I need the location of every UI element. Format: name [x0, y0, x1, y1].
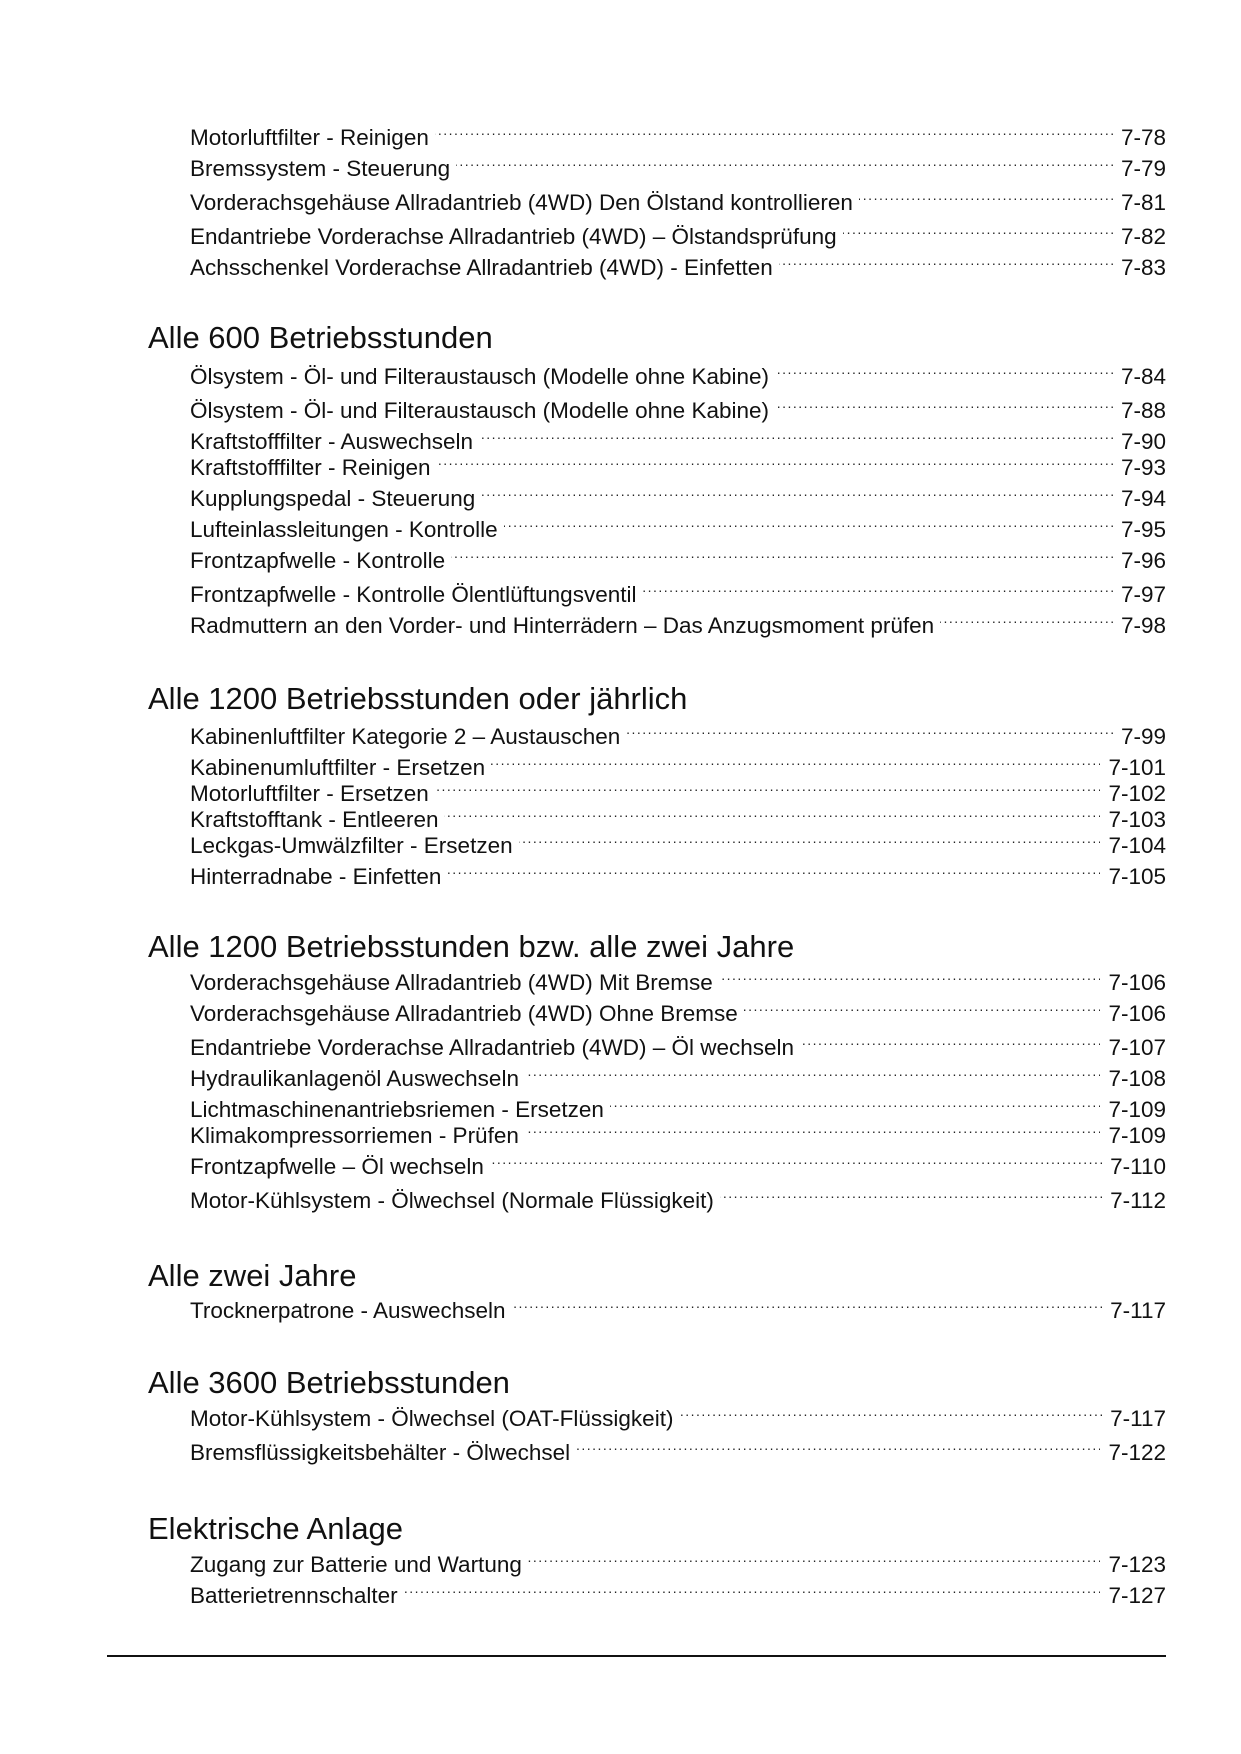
toc-entry-title: Endantriebe Vorderachse Allradantrieb (4WD) – Öl wechseln — [190, 1035, 795, 1060]
toc-entry-page-number: 7-104 — [1108, 833, 1166, 858]
toc-entry-title: Endantriebe Vorderachse Allradantrieb (4WD) – Ölstandsprüfung — [190, 224, 837, 249]
toc-entry-page-number: 7-78 — [1120, 125, 1166, 150]
toc-entry-title: Batterietrennschalter — [190, 1583, 398, 1608]
toc-entry[interactable] — [190, 1056, 1166, 1091]
toc-entry-page-number: 7-94 — [1120, 486, 1166, 511]
toc-entry-page-number: 7-82 — [1120, 224, 1166, 249]
toc-entry-title: Frontzapfwelle - Kontrolle — [190, 548, 446, 573]
toc-entry-page-number: 7-98 — [1120, 613, 1166, 638]
toc-entry-title: Lufteinlassleitungen - Kontrolle — [190, 517, 498, 542]
bottom-rule — [107, 1655, 1166, 1657]
toc-entry[interactable] — [190, 603, 1166, 638]
toc-entry-title: Ölsystem - Öl- und Filteraustausch (Modelle ohne Kabine) — [190, 364, 770, 389]
toc-entry[interactable] — [190, 714, 1166, 749]
toc-entry-page-number: 7-127 — [1108, 1583, 1166, 1608]
dot-leader — [525, 1056, 1101, 1086]
toc-entry-title: Kraftstofffilter - Auswechseln — [190, 429, 474, 454]
toc-entry-title: Vorderachsgehäuse Allradantrieb (4WD) Mit Bremse — [190, 970, 713, 995]
toc-entry[interactable] — [190, 115, 1166, 150]
toc-entry-page-number: 7-107 — [1108, 1035, 1166, 1060]
toc-entry-page-number: 7-93 — [1120, 455, 1166, 480]
toc-entry[interactable] — [190, 1144, 1166, 1179]
dot-leader — [626, 714, 1113, 744]
toc-entry-title: Hinterradnabe - Einfetten — [190, 864, 442, 889]
section-heading: Alle 600 Betriebsstunden — [148, 320, 493, 355]
toc-entry[interactable] — [190, 1396, 1166, 1431]
toc-entry-page-number: 7-97 — [1120, 582, 1166, 607]
dot-leader — [525, 1113, 1101, 1143]
toc-entry[interactable] — [190, 1542, 1166, 1577]
toc-entry-title: Ölsystem - Öl- und Filteraustausch (Modelle ohne Kabine) — [190, 398, 770, 423]
toc-entry-page-number: 7-79 — [1120, 156, 1166, 181]
toc-entry-title: Motor-Kühlsystem - Ölwechsel (OAT-Flüssigkeit) — [190, 1406, 674, 1431]
toc-entry-page-number: 7-110 — [1110, 1154, 1166, 1179]
toc-entry-title: Motorluftfilter - Reinigen — [190, 125, 429, 150]
toc-entry-title: Achsschenkel Vorderachse Allradantrieb (4WD) - Einfetten — [190, 255, 773, 280]
dot-leader — [437, 445, 1113, 475]
toc-entry-title: Vorderachsgehäuse Allradantrieb (4WD) Ohne Bremse — [190, 1001, 738, 1026]
toc-entry[interactable] — [190, 572, 1166, 607]
dot-leader — [456, 146, 1113, 176]
dot-leader — [528, 1542, 1101, 1572]
toc-entry-page-number: 7-105 — [1108, 864, 1166, 889]
toc-entry-title: Kraftstofftank - Entleeren — [190, 807, 439, 832]
dot-leader — [512, 1288, 1103, 1318]
dot-leader — [859, 180, 1113, 210]
toc-entry-title: Kraftstofffilter - Reinigen — [190, 455, 431, 480]
toc-entry-title: Radmuttern an den Vorder- und Hinterrädern – Das Anzugsmoment prüfen — [190, 613, 935, 638]
dot-leader — [642, 572, 1112, 602]
toc-entry-page-number: 7-122 — [1108, 1440, 1166, 1465]
dot-leader — [779, 245, 1113, 275]
toc-entry[interactable] — [190, 538, 1166, 573]
toc-entry[interactable] — [190, 854, 1166, 889]
dot-leader — [720, 1178, 1102, 1208]
toc-entry[interactable] — [190, 1025, 1166, 1060]
toc-entry[interactable] — [190, 991, 1166, 1026]
toc-entry-page-number: 7-90 — [1120, 429, 1166, 454]
toc-entry-title: Kupplungspedal - Steuerung — [190, 486, 476, 511]
toc-entry-page-number: 7-88 — [1120, 398, 1166, 423]
toc-entry-title: Lichtmaschinenantriebsriemen - Ersetzen — [190, 1097, 604, 1122]
dot-leader — [775, 354, 1113, 384]
toc-entry[interactable] — [190, 1430, 1166, 1465]
toc-entry-page-number: 7-109 — [1108, 1097, 1166, 1122]
toc-entry-page-number: 7-123 — [1108, 1552, 1166, 1577]
toc-entry-title: Vorderachsgehäuse Allradantrieb (4WD) Den Ölstand kontrollieren — [190, 190, 853, 215]
toc-entry-title: Klimakompressorriemen - Prüfen — [190, 1123, 519, 1148]
dot-leader — [447, 854, 1100, 884]
toc-entry-page-number: 7-112 — [1110, 1188, 1166, 1213]
toc-entry-page-number: 7-102 — [1108, 781, 1166, 806]
toc-entry[interactable] — [190, 823, 1166, 858]
toc-entry[interactable] — [190, 445, 1166, 480]
toc-entry-title: Zugang zur Batterie und Wartung — [190, 1552, 522, 1577]
toc-entry-title: Hydraulikanlagenöl Auswechseln — [190, 1066, 519, 1091]
toc-entry[interactable] — [190, 1113, 1166, 1148]
toc-entry-page-number: 7-81 — [1120, 190, 1166, 215]
dot-leader — [576, 1430, 1100, 1460]
toc-entry[interactable] — [190, 146, 1166, 181]
toc-entry-title: Frontzapfwelle – Öl wechseln — [190, 1154, 484, 1179]
dot-leader — [504, 507, 1113, 537]
toc-entry-page-number: 7-101 — [1108, 755, 1166, 780]
toc-entry-title: Frontzapfwelle - Kontrolle Ölentlüftungsventil — [190, 582, 637, 607]
toc-entry[interactable] — [190, 180, 1166, 215]
toc-entry[interactable] — [190, 507, 1166, 542]
toc-entry-title: Leckgas-Umwälzfilter - Ersetzen — [190, 833, 513, 858]
toc-entry-title: Motor-Kühlsystem - Ölwechsel (Normale Flüssigkeit) — [190, 1188, 714, 1213]
toc-entry-page-number: 7-109 — [1108, 1123, 1166, 1148]
dot-leader — [481, 476, 1113, 506]
dot-leader — [940, 603, 1113, 633]
toc-entry-title: Kabinenumluftfilter - Ersetzen — [190, 755, 486, 780]
toc-entry-title: Bremsflüssigkeitsbehälter - Ölwechsel — [190, 1440, 571, 1465]
section-heading: Alle zwei Jahre — [148, 1258, 357, 1293]
toc-entry-page-number: 7-106 — [1108, 970, 1166, 995]
dot-leader — [719, 960, 1101, 990]
toc-entry[interactable] — [190, 1178, 1166, 1213]
toc-entry[interactable] — [190, 245, 1166, 280]
toc-entry-page-number: 7-96 — [1120, 548, 1166, 573]
dot-leader — [435, 115, 1113, 145]
toc-entry-title: Trocknerpatrone - Auswechseln — [190, 1298, 506, 1323]
toc-entry-title: Kabinenluftfilter Kategorie 2 – Austauschen — [190, 724, 621, 749]
section-heading: Alle 1200 Betriebsstunden bzw. alle zwei Jahre — [148, 929, 795, 964]
section-heading: Alle 1200 Betriebsstunden oder jährlich — [148, 681, 688, 716]
toc-entry[interactable] — [190, 1288, 1166, 1323]
toc-entry[interactable] — [190, 214, 1166, 249]
toc-entry[interactable] — [190, 388, 1166, 423]
section-heading: Alle 3600 Betriebsstunden — [148, 1365, 510, 1400]
toc-entry[interactable] — [190, 960, 1166, 995]
toc-entry-page-number: 7-103 — [1108, 807, 1166, 832]
toc-entry-page-number: 7-84 — [1120, 364, 1166, 389]
dot-leader — [519, 823, 1101, 853]
toc-entry-page-number: 7-95 — [1120, 517, 1166, 542]
section-heading: Elektrische Anlage — [148, 1511, 404, 1546]
toc-entry[interactable] — [190, 476, 1166, 511]
toc-entry-page-number: 7-106 — [1108, 1001, 1166, 1026]
toc-entry-page-number: 7-117 — [1110, 1406, 1166, 1431]
dot-leader — [679, 1396, 1102, 1426]
dot-leader — [490, 1144, 1102, 1174]
dot-leader — [404, 1573, 1101, 1603]
dot-leader — [800, 1025, 1100, 1055]
toc-entry-page-number: 7-99 — [1120, 724, 1166, 749]
toc-entry[interactable] — [190, 1573, 1166, 1608]
toc-entry-page-number: 7-108 — [1108, 1066, 1166, 1091]
toc-entry-title: Bremssystem - Steuerung — [190, 156, 451, 181]
toc-entry[interactable] — [190, 354, 1166, 389]
toc-entry-page-number: 7-117 — [1110, 1298, 1166, 1323]
dot-leader — [843, 214, 1113, 244]
toc-entry-page-number: 7-83 — [1120, 255, 1166, 280]
dot-leader — [744, 991, 1101, 1021]
toc-entry-title: Motorluftfilter - Ersetzen — [190, 781, 429, 806]
dot-leader — [451, 538, 1113, 568]
dot-leader — [775, 388, 1113, 418]
